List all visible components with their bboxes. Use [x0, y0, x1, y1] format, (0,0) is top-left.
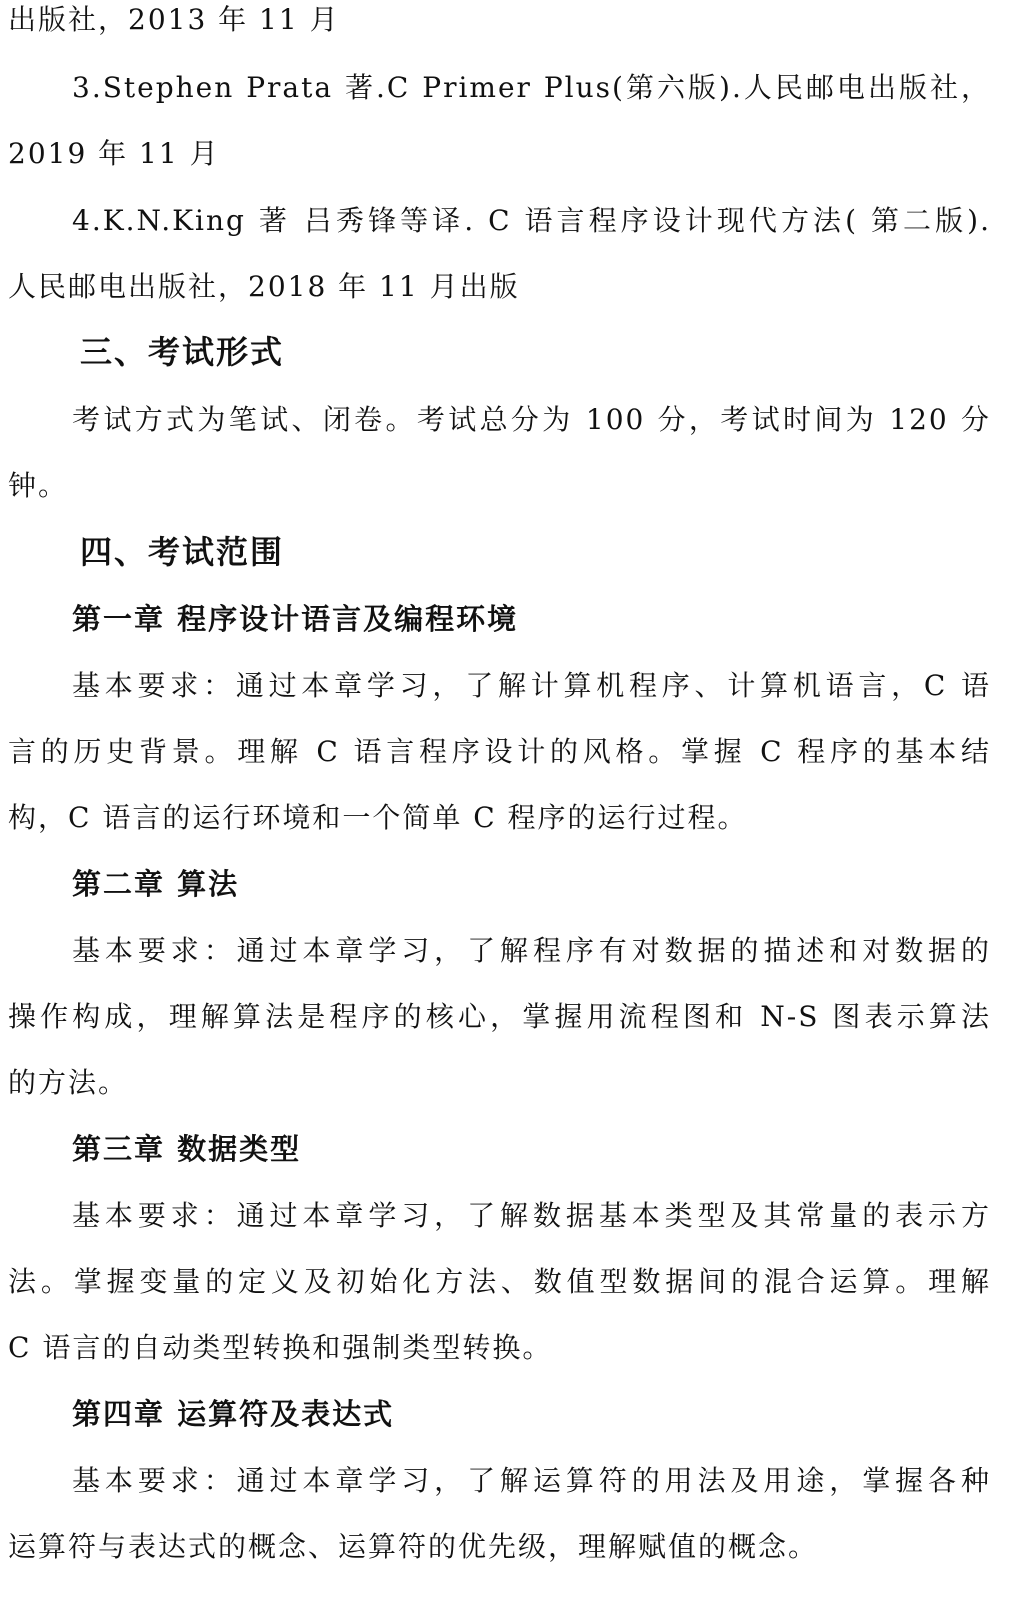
chapter-2-title: 第二章 算法 — [72, 867, 240, 901]
chapter-3-line-3: C 语言的自动类型转换和强制类型转换。 — [8, 1331, 553, 1364]
chapter-4-line-1: 基本要求：通过本章学习，了解运算符的用法及用途，掌握各种 — [72, 1464, 991, 1497]
chapter-3-line-2: 法。掌握变量的定义及初始化方法、数值型数据间的混合运算。理解 — [8, 1265, 991, 1298]
reference-2-tail: 出版社，2013 年 11 月 — [8, 3, 340, 36]
reference-3-line-2: 2019 年 11 月 — [8, 137, 220, 170]
chapter-1-line-3: 构，C 语言的运行环境和一个简单 C 程序的运行过程。 — [8, 801, 748, 834]
section-3-line-2: 钟。 — [8, 469, 69, 502]
chapter-3-title: 第三章 数据类型 — [72, 1132, 302, 1166]
chapter-4-title: 第四章 运算符及表达式 — [72, 1397, 395, 1431]
chapter-1-line-1: 基本要求：通过本章学习，了解计算机程序、计算机语言，C 语 — [72, 669, 991, 702]
section-3-line-1: 考试方式为笔试、闭卷。考试总分为 100 分，考试时间为 120 分 — [72, 403, 991, 436]
chapter-2-line-1: 基本要求：通过本章学习，了解程序有对数据的描述和对数据的 — [72, 934, 991, 967]
chapter-2-line-2: 操作构成，理解算法是程序的核心，掌握用流程图和 N-S 图表示算法 — [8, 1000, 991, 1033]
reference-3-line-1: 3.Stephen Prata 著.C Primer Plus(第六版).人民邮电出版社， — [72, 71, 991, 104]
section-3-heading: 三、考试形式 — [80, 333, 285, 371]
section-4-heading: 四、考试范围 — [80, 533, 285, 571]
chapter-1-title: 第一章 程序设计语言及编程环境 — [72, 602, 519, 636]
chapter-2-line-3: 的方法。 — [8, 1066, 129, 1099]
chapter-4-line-2: 运算符与表达式的概念、运算符的优先级，理解赋值的概念。 — [8, 1530, 819, 1563]
reference-4-line-2: 人民邮电出版社，2018 年 11 月出版 — [8, 270, 520, 303]
chapter-1-line-2: 言的历史背景。理解 C 语言程序设计的风格。掌握 C 程序的基本结 — [8, 735, 991, 768]
reference-4-line-1: 4.K.N.King 著 吕秀锋等译. C 语言程序设计现代方法( 第二版). — [72, 204, 991, 237]
chapter-3-line-1: 基本要求：通过本章学习，了解数据基本类型及其常量的表示方 — [72, 1199, 991, 1232]
